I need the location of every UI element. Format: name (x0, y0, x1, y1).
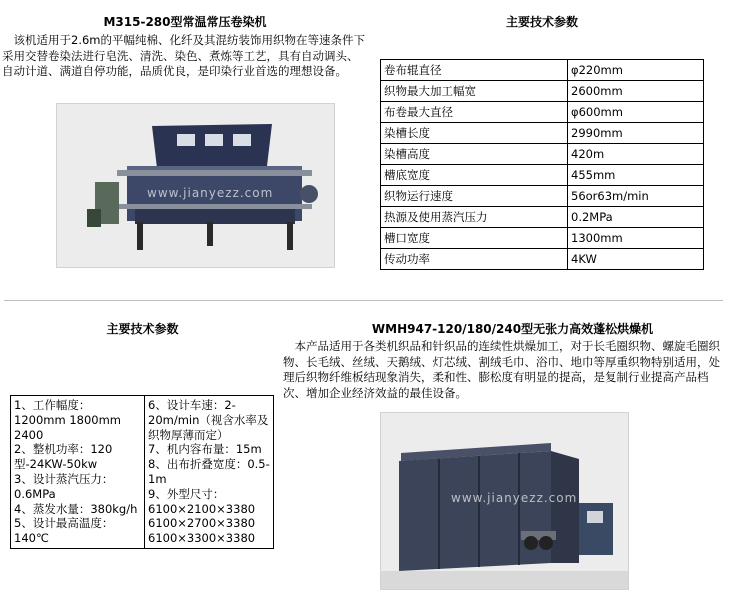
spec-line: 7、机内容布量：15m (148, 442, 262, 457)
spec-row (381, 186, 704, 207)
spec-line: 3、设计蒸汽压力： (14, 471, 114, 486)
spec-row (381, 123, 704, 144)
spec-line: 6100×3300×3380 (148, 531, 256, 546)
photo-watermark-2: www.jianyezz.com (451, 491, 578, 505)
spec-line: 6100×2700×3380 (148, 516, 256, 531)
spec-line: 20m/min（视含水率及 (148, 412, 269, 427)
spec-line: 8、出布折叠宽度：0.5- (148, 457, 270, 472)
spec-line: 1、工作幅度： (14, 398, 91, 412)
specs-title: 主要技术参数 (505, 15, 578, 29)
spec-line: 6100×2100×3380 (148, 501, 256, 516)
spec-name: 织物最大加工幅宽 (381, 81, 568, 102)
spec-value: 455mm (568, 165, 704, 186)
spec-name: 热源及使用蒸汽压力 (381, 207, 568, 228)
spec-line: 1200mm 1800mm (14, 412, 121, 427)
spec-line: 4、蒸发水量：380kg/h (14, 501, 138, 516)
spec-name: 染槽高度 (381, 144, 568, 165)
spec-name: 染槽长度 (381, 123, 568, 144)
spec-name: 传动功率 (381, 249, 568, 270)
specs-table (380, 59, 704, 270)
spec-line: 型-24KW-50kw (14, 457, 98, 472)
machine2-title: WMH947-120/180/240型无张力高效蓬松烘燥机 (371, 322, 654, 336)
spec-line: 2400 (14, 427, 44, 442)
specs2-left-column (11, 396, 145, 548)
spec-row (381, 102, 704, 123)
spec-value: 420m (568, 144, 704, 165)
spec-value: 0.2MPa (568, 207, 704, 228)
spec-row (381, 60, 704, 81)
machine2-photo (380, 412, 629, 590)
specs2-right-column (145, 396, 273, 548)
spec-row (381, 249, 704, 270)
spec-line: 9、外型尺寸： (148, 486, 225, 501)
spec-value: 4KW (568, 249, 704, 270)
spec-line: 140℃ (14, 531, 49, 546)
spec-value: 1300mm (568, 228, 704, 249)
photo-watermark: www.jianyezz.com (147, 186, 274, 200)
spec-row (381, 165, 704, 186)
machine1-description: 该机适用于2.6m的平幅纯棉、化纤及其混纺装饰用织物在等速条件下采用交替卷染法进行皂洗、清洗、染色、煮炼等工艺，具有自动调头、自动计道、满道自停功能，品质优良，是印染行业首选的理想设备。 (2, 33, 365, 78)
spec-name: 槽口宽度 (381, 228, 568, 249)
machine1-title: M315-280型常温常压卷染机 (103, 15, 267, 29)
spec-name: 布卷最大直径 (381, 102, 568, 123)
spec-name: 槽底宽度 (381, 165, 568, 186)
spec-value: 2990mm (568, 123, 704, 144)
spec-value: φ220mm (568, 60, 704, 81)
spec-row (381, 81, 704, 102)
spec-line: 织物厚薄而定） (148, 427, 229, 442)
spec-line: 2、整机功率：120 (14, 442, 113, 457)
spec-row (381, 144, 704, 165)
spec-name: 卷布辊直径 (381, 60, 568, 81)
spec-value: 2600mm (568, 81, 704, 102)
spec-value: 56or63m/min (568, 186, 704, 207)
spec-line: 0.6MPa (14, 486, 56, 501)
machine2-description: 本产品适用于各类机织品和针织品的连续性烘燥加工，对于长毛圈织物、螺旋毛圈织物、长毛绒、丝绒、天鹅绒、灯芯绒、割绒毛巾、浴巾、地巾等厚重织物特别适用，处理后织物纤维板结现象消失，柔和性、膨松度有明显的提高，是复制行业提高产品档次、增加企业经济效益的最佳设备。 (283, 339, 720, 400)
spec-value: φ600mm (568, 102, 704, 123)
spec-line: 1m (148, 471, 167, 486)
machine1-photo (56, 103, 335, 268)
spec-line: 5、设计最高温度： (14, 516, 114, 531)
spec-row (381, 228, 704, 249)
spec-name: 织物运行速度 (381, 186, 568, 207)
spec-line: 6、设计车速：2- (148, 398, 236, 412)
section-divider (4, 300, 723, 301)
specs2-title: 主要技术参数 (106, 322, 179, 336)
spec-row (381, 207, 704, 228)
specs2-box (10, 395, 274, 549)
